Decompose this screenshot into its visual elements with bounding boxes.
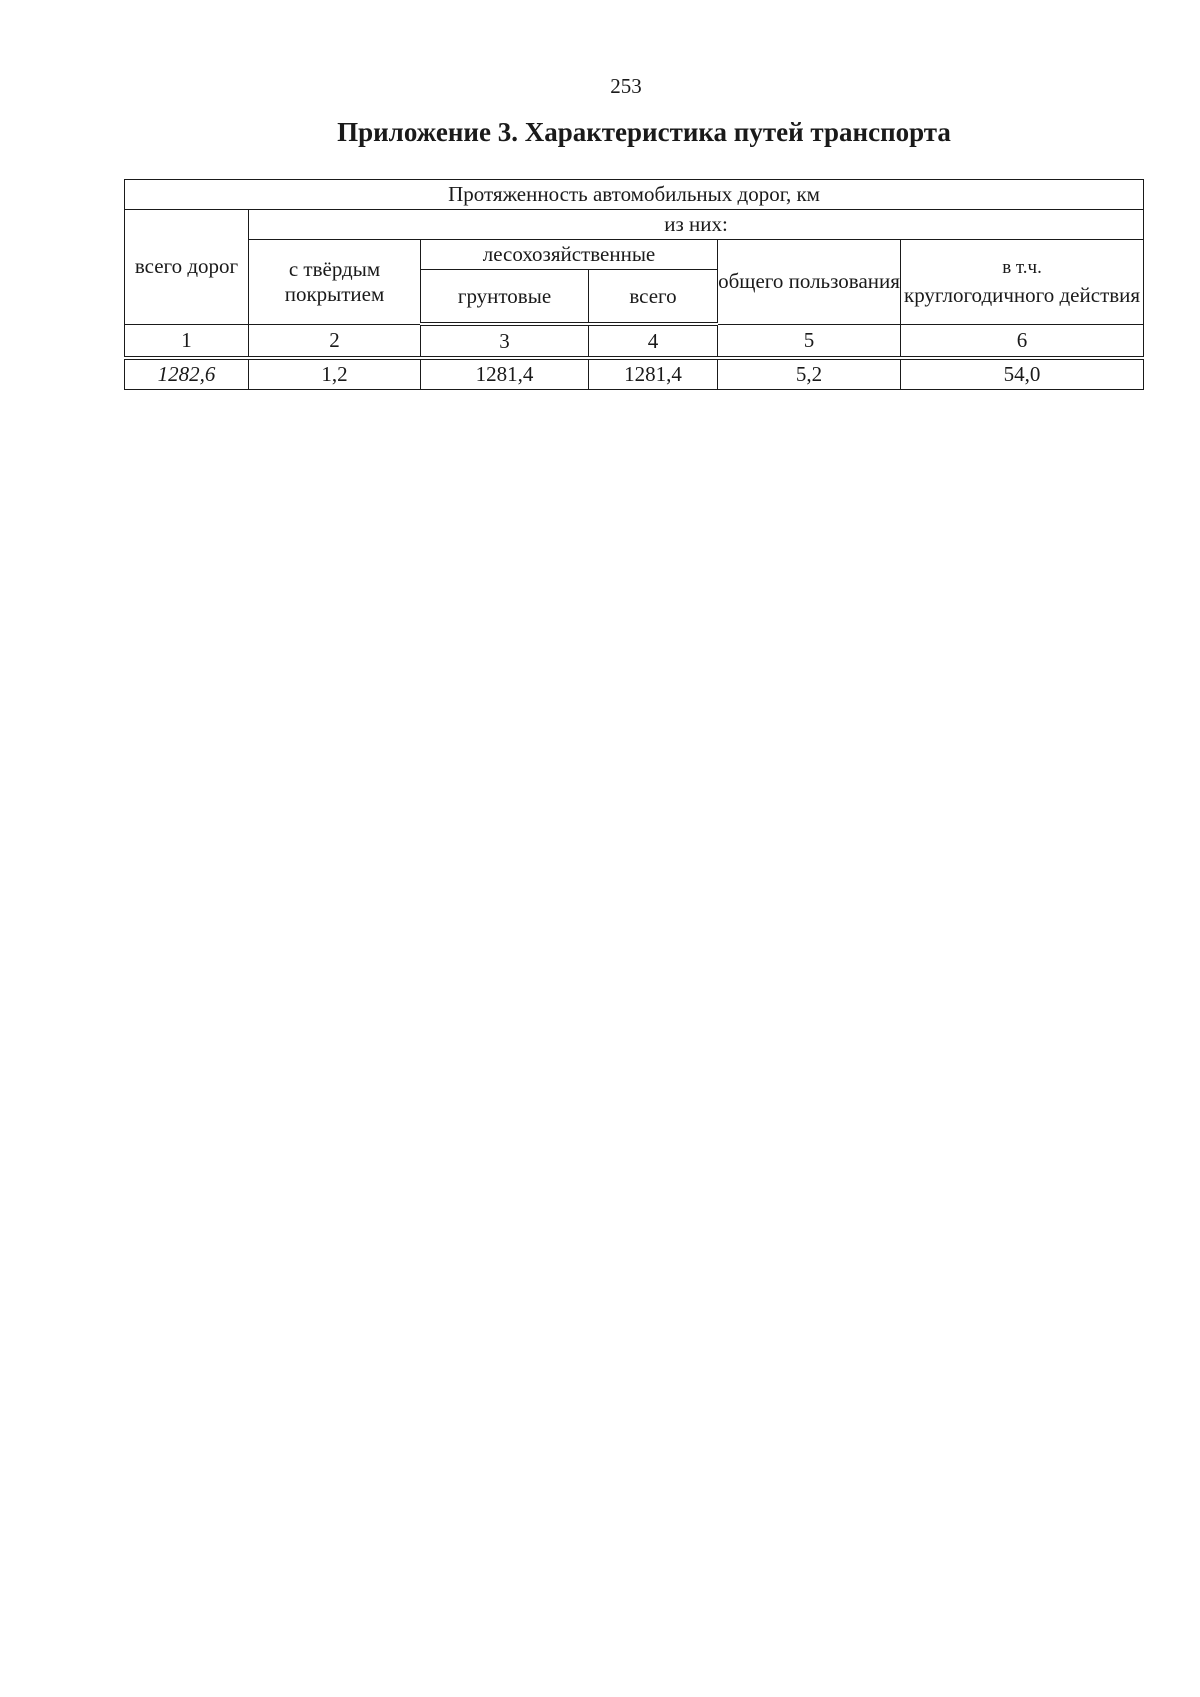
page-number: 253 xyxy=(610,74,642,98)
main-header: Протяженность автомобильных дорог, км xyxy=(125,180,1144,210)
year-round-prefix: в т.ч. xyxy=(1002,256,1042,278)
column-number: 5 xyxy=(718,324,901,358)
forestry-header: лесохозяйственные xyxy=(421,240,718,270)
year-round-header xyxy=(901,240,1144,325)
table-row xyxy=(125,358,1144,390)
public-use-header: общего пользования xyxy=(718,240,901,325)
column-number: 2 xyxy=(249,324,421,358)
dirt-roads-header: грунтовые xyxy=(421,270,589,325)
column-number: 4 xyxy=(589,324,718,358)
roads-table xyxy=(124,179,1144,390)
year-round-label: круглогодичного действия xyxy=(904,282,1141,307)
cell-year-round: 54,0 xyxy=(901,358,1144,390)
page-title: Приложение 3. Характеристика путей транспорта xyxy=(337,117,951,147)
forestry-total-header: всего xyxy=(589,270,718,325)
cell-public-use: 5,2 xyxy=(718,358,901,390)
cell-dirt-roads: 1281,4 xyxy=(421,358,589,390)
hard-surface-header: с твёрдым покрытием xyxy=(249,240,421,325)
cell-total-roads: 1282,6 xyxy=(125,358,249,390)
total-roads-header: всего дорог xyxy=(125,210,249,325)
column-number: 6 xyxy=(901,324,1144,358)
cell-hard-surface: 1,2 xyxy=(249,358,421,390)
cell-forestry-total: 1281,4 xyxy=(589,358,718,390)
column-number: 1 xyxy=(125,324,249,358)
of-them-header: из них: xyxy=(249,210,1144,240)
column-number: 3 xyxy=(421,324,589,358)
